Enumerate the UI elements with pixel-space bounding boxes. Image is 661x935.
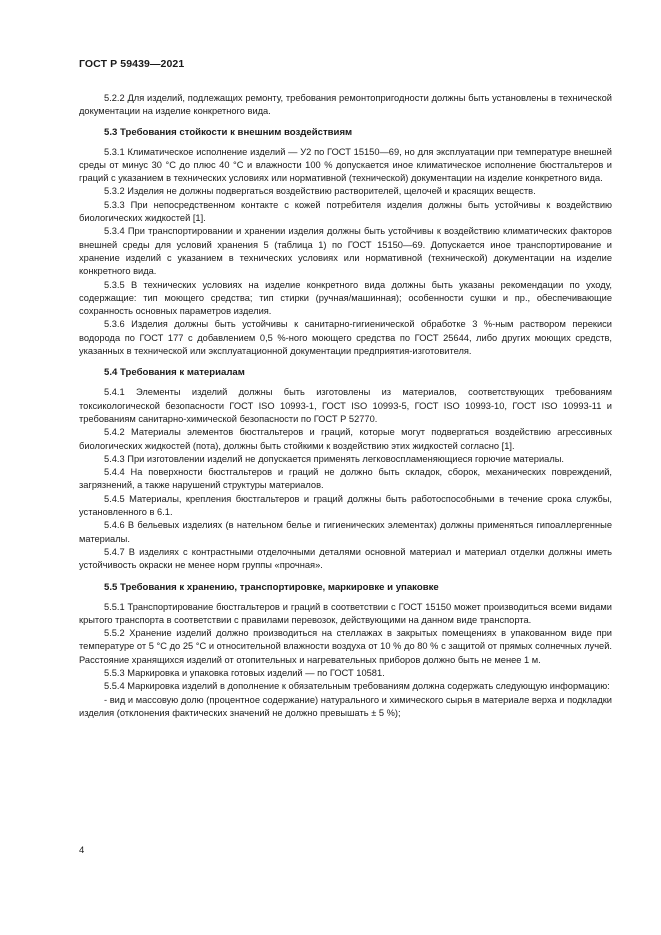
paragraph: 5.3.5 В технических условиях на изделие конкретного вида должны быть указаны рекомендации по уходу, содержащие: тип моющего средства; тип стирки (ручная/машинная); особенности сушки и пр., обеспечивающие сохранность основных параметров изделия. (79, 279, 612, 317)
paragraph: 5.4.3 При изготовлении изделий не допускается применять легковоспламеняющиеся горючие материалы. (104, 453, 565, 464)
paragraph: 5.5.1 Транспортирование бюстгальтеров и граций в соответствии с ГОСТ 15150 может производиться всеми видами крытого транспорта в соответствии с правилами перевозок, действующими на данном виде транспорта. (79, 601, 612, 625)
paragraph: 5.3.2 Изделия не должны подвергаться воздействию растворителей, щелочей и красящих веществ. (104, 186, 536, 197)
paragraph: 5.4.2 Материалы элементов бюстгальтеров и граций, которые могут подвергаться воздействию агрессивных биологических жидкостей (пота), должны быть стойкими к воздействию этих жидкостей согласно [1]. (79, 427, 612, 451)
paragraph: 5.3.6 Изделия должны быть устойчивы к санитарно-гигиенической обработке 3 %-ным раствором перекиси водорода по ГОСТ 177 с добавлением 0,5 %-ного моющего средства по ГОСТ 25644, либо других моющих средств, указанных в технической или эксплуатационной документации предприятия-изготовителя. (79, 319, 612, 357)
section-heading: 5.4 Требования к материалам (104, 367, 245, 379)
paragraph: 5.4.1 Элементы изделий должны быть изготовлены из материалов, соответствующих требованиям токсикологической безопасности ГОСТ ISO 10993-1, ГОСТ ISO 10993-5, ГОСТ ISO 10993-10, ГОСТ ISO 10993-11 и требованиям санитарно-химической безопасности по ГОСТ Р 52770. (79, 387, 612, 424)
document-header: ГОСТ Р 59439—2021 (79, 58, 185, 70)
section-heading: 5.5 Требования к хранению, транспортировке, маркировке и упаковке (104, 581, 439, 593)
paragraph: 5.2.2 Для изделий, подлежащих ремонту, требования ремонтопригодности должны быть установлены в технической документации на изделие конкретного вида. (79, 93, 612, 117)
paragraph: - вид и массовую долю (процентное содержание) натурального и химического сырья в материале верха и подкладки изделия (отклонения фактических значений не должно превышать ± 5 %); (79, 694, 612, 718)
paragraph: 5.5.3 Маркировка и упаковка готовых изделий — по ГОСТ 10581. (104, 667, 385, 678)
paragraph: 5.4.6 В бельевых изделиях (в нательном белье и гигиенических элементах) должны применяться гипоаллергенные материалы. (79, 520, 612, 544)
paragraph: 5.3.4 При транспортировании и хранении изделия должны быть устойчивы к воздействию климатических факторов внешней среды для условий хранения 5 (таблица 1) по ГОСТ 15150—69. Допускается иное транспортирование и хранение изделий с указанием в технических условиях или нормативной (технической) документации на изделие конкретного вида. (79, 226, 612, 277)
paragraph: 5.5.2 Хранение изделий должно производиться на стеллажах в закрытых помещениях в упакованном виде при температуре от 5 °С до 25 °С и относительной влажности воздуха от 10 % до 80 % с защитой от прямых солнечных лучей. Расстояние хранящихся изделий от отопительных и нагревательных приборов должно быть не менее 1 м. (79, 628, 612, 665)
page-number: 4 (79, 845, 85, 856)
paragraph: 5.4.5 Материалы, крепления бюстгальтеров и граций должны быть работоспособными в течение срока службы, установленного в 6.1. (79, 493, 612, 518)
document-body (79, 92, 612, 720)
paragraph: 5.3.3 При непосредственном контакте с кожей потребителя изделия должны быть устойчивы к воздействию биологических жидкостей [1]. (79, 199, 612, 224)
paragraph: 5.5.4 Маркировка изделий в дополнение к обязательным требованиям должна содержать следующую информацию: (104, 681, 610, 692)
paragraph: 5.4.4 На поверхности бюстгальтеров и граций не должно быть складок, сборок, механических повреждений, загрязнений, а также нарушений структуры материалов. (79, 467, 612, 491)
section-heading: 5.3 Требования стойкости к внешним воздействиям (104, 126, 353, 138)
paragraph: 5.4.7 В изделиях с контрастными отделочными деталями основной материал и материал отделки должны иметь устойчивость окраски не менее норм группы «прочная». (79, 546, 612, 571)
paragraph: 5.3.1 Климатическое исполнение изделий — У2 по ГОСТ 15150—69, но для эксплуатации при температуре внешней среды от минус 30 °С до плюс 40 °С и влажности 100 % допускается иное климатическое исполнение бюстгальтеров и граций с указанием в технических условиях или нормативной (технической) документации на изделие конкретного вида. (79, 146, 612, 184)
